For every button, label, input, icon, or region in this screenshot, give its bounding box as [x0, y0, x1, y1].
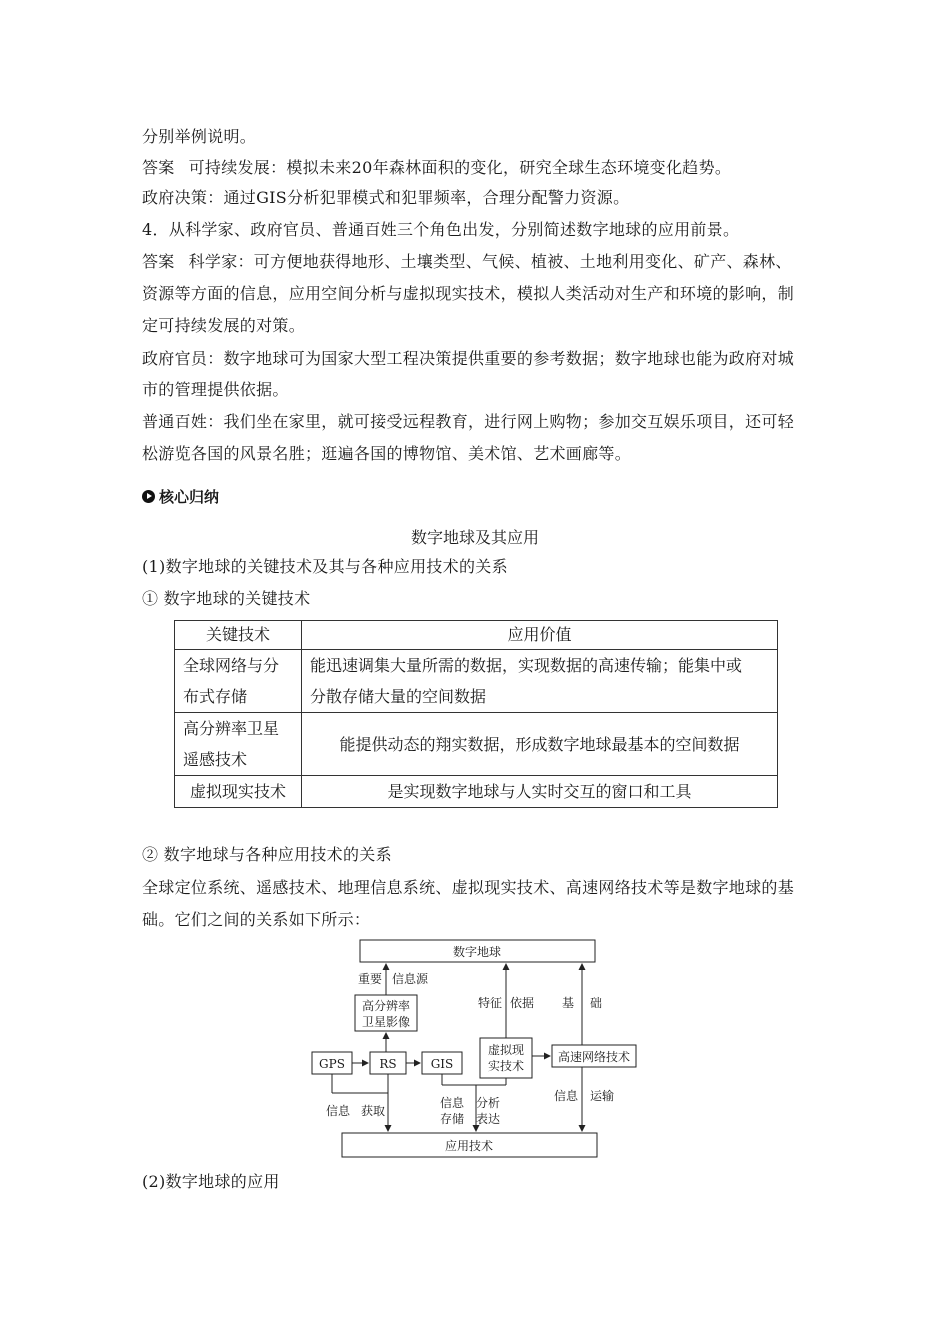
label-important: 重要 [357, 972, 383, 986]
label-acquire: 获取 [360, 1104, 386, 1118]
paragraph: 政府决策：通过GIS分析犯罪模式和犯罪频率，合理分配警力资源。 [142, 188, 630, 207]
paragraph-line: 市的管理提供依据。 [142, 380, 289, 399]
cell-line: 能迅速调集大量所需的数据，实现数据的高速传输；能集中或 [310, 656, 743, 675]
question-4: 4．从科学家、政府官员、普通百姓三个角色出发，分别简述数字地球的应用前景。 [142, 220, 740, 239]
table-cell [302, 650, 778, 713]
application-tech-label: 应用技术 [444, 1139, 494, 1153]
answer-paragraph [142, 252, 822, 272]
rs-label: RS [379, 1057, 397, 1071]
vr-label-1: 虚拟现 [487, 1043, 525, 1057]
answer-label: 答案 [142, 158, 175, 177]
vr-label-2: 实技术 [487, 1059, 525, 1073]
cell-line: 全球网络与分 [183, 656, 280, 675]
play-circle-icon [142, 490, 155, 503]
label-analyze: 分析 [475, 1096, 501, 1110]
cell-line: 布式存储 [183, 687, 248, 706]
label-express: 表达 [475, 1112, 501, 1126]
gis-label: GIS [430, 1057, 454, 1071]
cell-line: 分散存储大量的空间数据 [310, 687, 487, 706]
centered-title: 数字地球及其应用 [410, 528, 539, 547]
subheading: ① 数字地球的关键技术 [142, 589, 311, 608]
table-cell [175, 650, 302, 713]
paragraph-line: 普通百姓：我们坐在家里，就可接受远程教育，进行网上购物；参加交互娱乐项目，还可轻 [142, 412, 795, 431]
label-chu: 础 [589, 996, 603, 1010]
label-info-3: 信息 [553, 1089, 579, 1103]
label-feature: 特征 [477, 996, 503, 1010]
label-info-1: 信息 [325, 1104, 351, 1118]
label-ji: 基 [561, 996, 575, 1010]
gps-label: GPS [319, 1057, 345, 1071]
section-heading-text: 核心归纳 [159, 488, 220, 506]
hires-label-2: 卫星影像 [361, 1015, 411, 1029]
table-header: 关键技术 [175, 621, 302, 650]
cell-line: 遥感技术 [183, 750, 248, 769]
paragraph-line: 资源等方面的信息，应用空间分析与虚拟现实技术，模拟人类活动对生产和环境的影响，制 [142, 284, 795, 303]
paragraph-line: 政府官员：数字地球可为国家大型工程决策提供重要的参考数据；数字地球也能为政府对城 [142, 349, 795, 368]
table-row [175, 713, 778, 776]
label-info-source: 信息源 [391, 972, 429, 986]
table-header: 应用价值 [302, 621, 778, 650]
digital-earth-label: 数字地球 [452, 945, 502, 959]
subheading: (1)数字地球的关键技术及其与各种应用技术的关系 [142, 557, 508, 576]
label-basis: 依据 [509, 996, 535, 1010]
section-heading [142, 486, 219, 507]
key-tech-table [174, 620, 778, 808]
label-transport: 运输 [589, 1089, 615, 1103]
table-header-row [175, 621, 778, 650]
paragraph-line: 础。它们之间的关系如下所示： [142, 910, 371, 929]
label-info-2: 信息 [439, 1096, 465, 1110]
cell-line: 高分辨率卫星 [183, 719, 280, 738]
table-cell: 是实现数字地球与人实时交互的窗口和工具 [302, 776, 778, 808]
network-label: 高速网络技术 [557, 1050, 631, 1064]
table-cell: 虚拟现实技术 [175, 776, 302, 808]
table-row [175, 650, 778, 713]
hires-label-1: 高分辨率 [361, 999, 411, 1013]
label-storage: 存储 [439, 1112, 465, 1126]
subheading: (2)数字地球的应用 [142, 1172, 280, 1191]
subheading: ② 数字地球与各种应用技术的关系 [142, 845, 392, 864]
answer-text: 科学家：可方便地获得地形、土壤类型、气候、植被、土地利用变化、矿产、森林、 [188, 252, 792, 271]
relationship-diagram [300, 935, 650, 1165]
table-row [175, 776, 778, 808]
answer-paragraph [142, 158, 822, 178]
paragraph-line: 定可持续发展的对策。 [142, 316, 306, 335]
paragraph-line: 全球定位系统、遥感技术、地理信息系统、虚拟现实技术、高速网络技术等是数字地球的基 [142, 878, 795, 897]
paragraph: 分别举例说明。 [142, 127, 257, 146]
table-cell [175, 713, 302, 776]
answer-label: 答案 [142, 252, 175, 271]
table-cell: 能提供动态的翔实数据，形成数字地球最基本的空间数据 [302, 713, 778, 776]
answer-text: 可持续发展：模拟未来20年森林面积的变化，研究全球生态环境变化趋势。 [188, 158, 732, 177]
paragraph-line: 松游览各国的风景名胜；逛遍各国的博物馆、美术馆、艺术画廊等。 [142, 444, 632, 463]
